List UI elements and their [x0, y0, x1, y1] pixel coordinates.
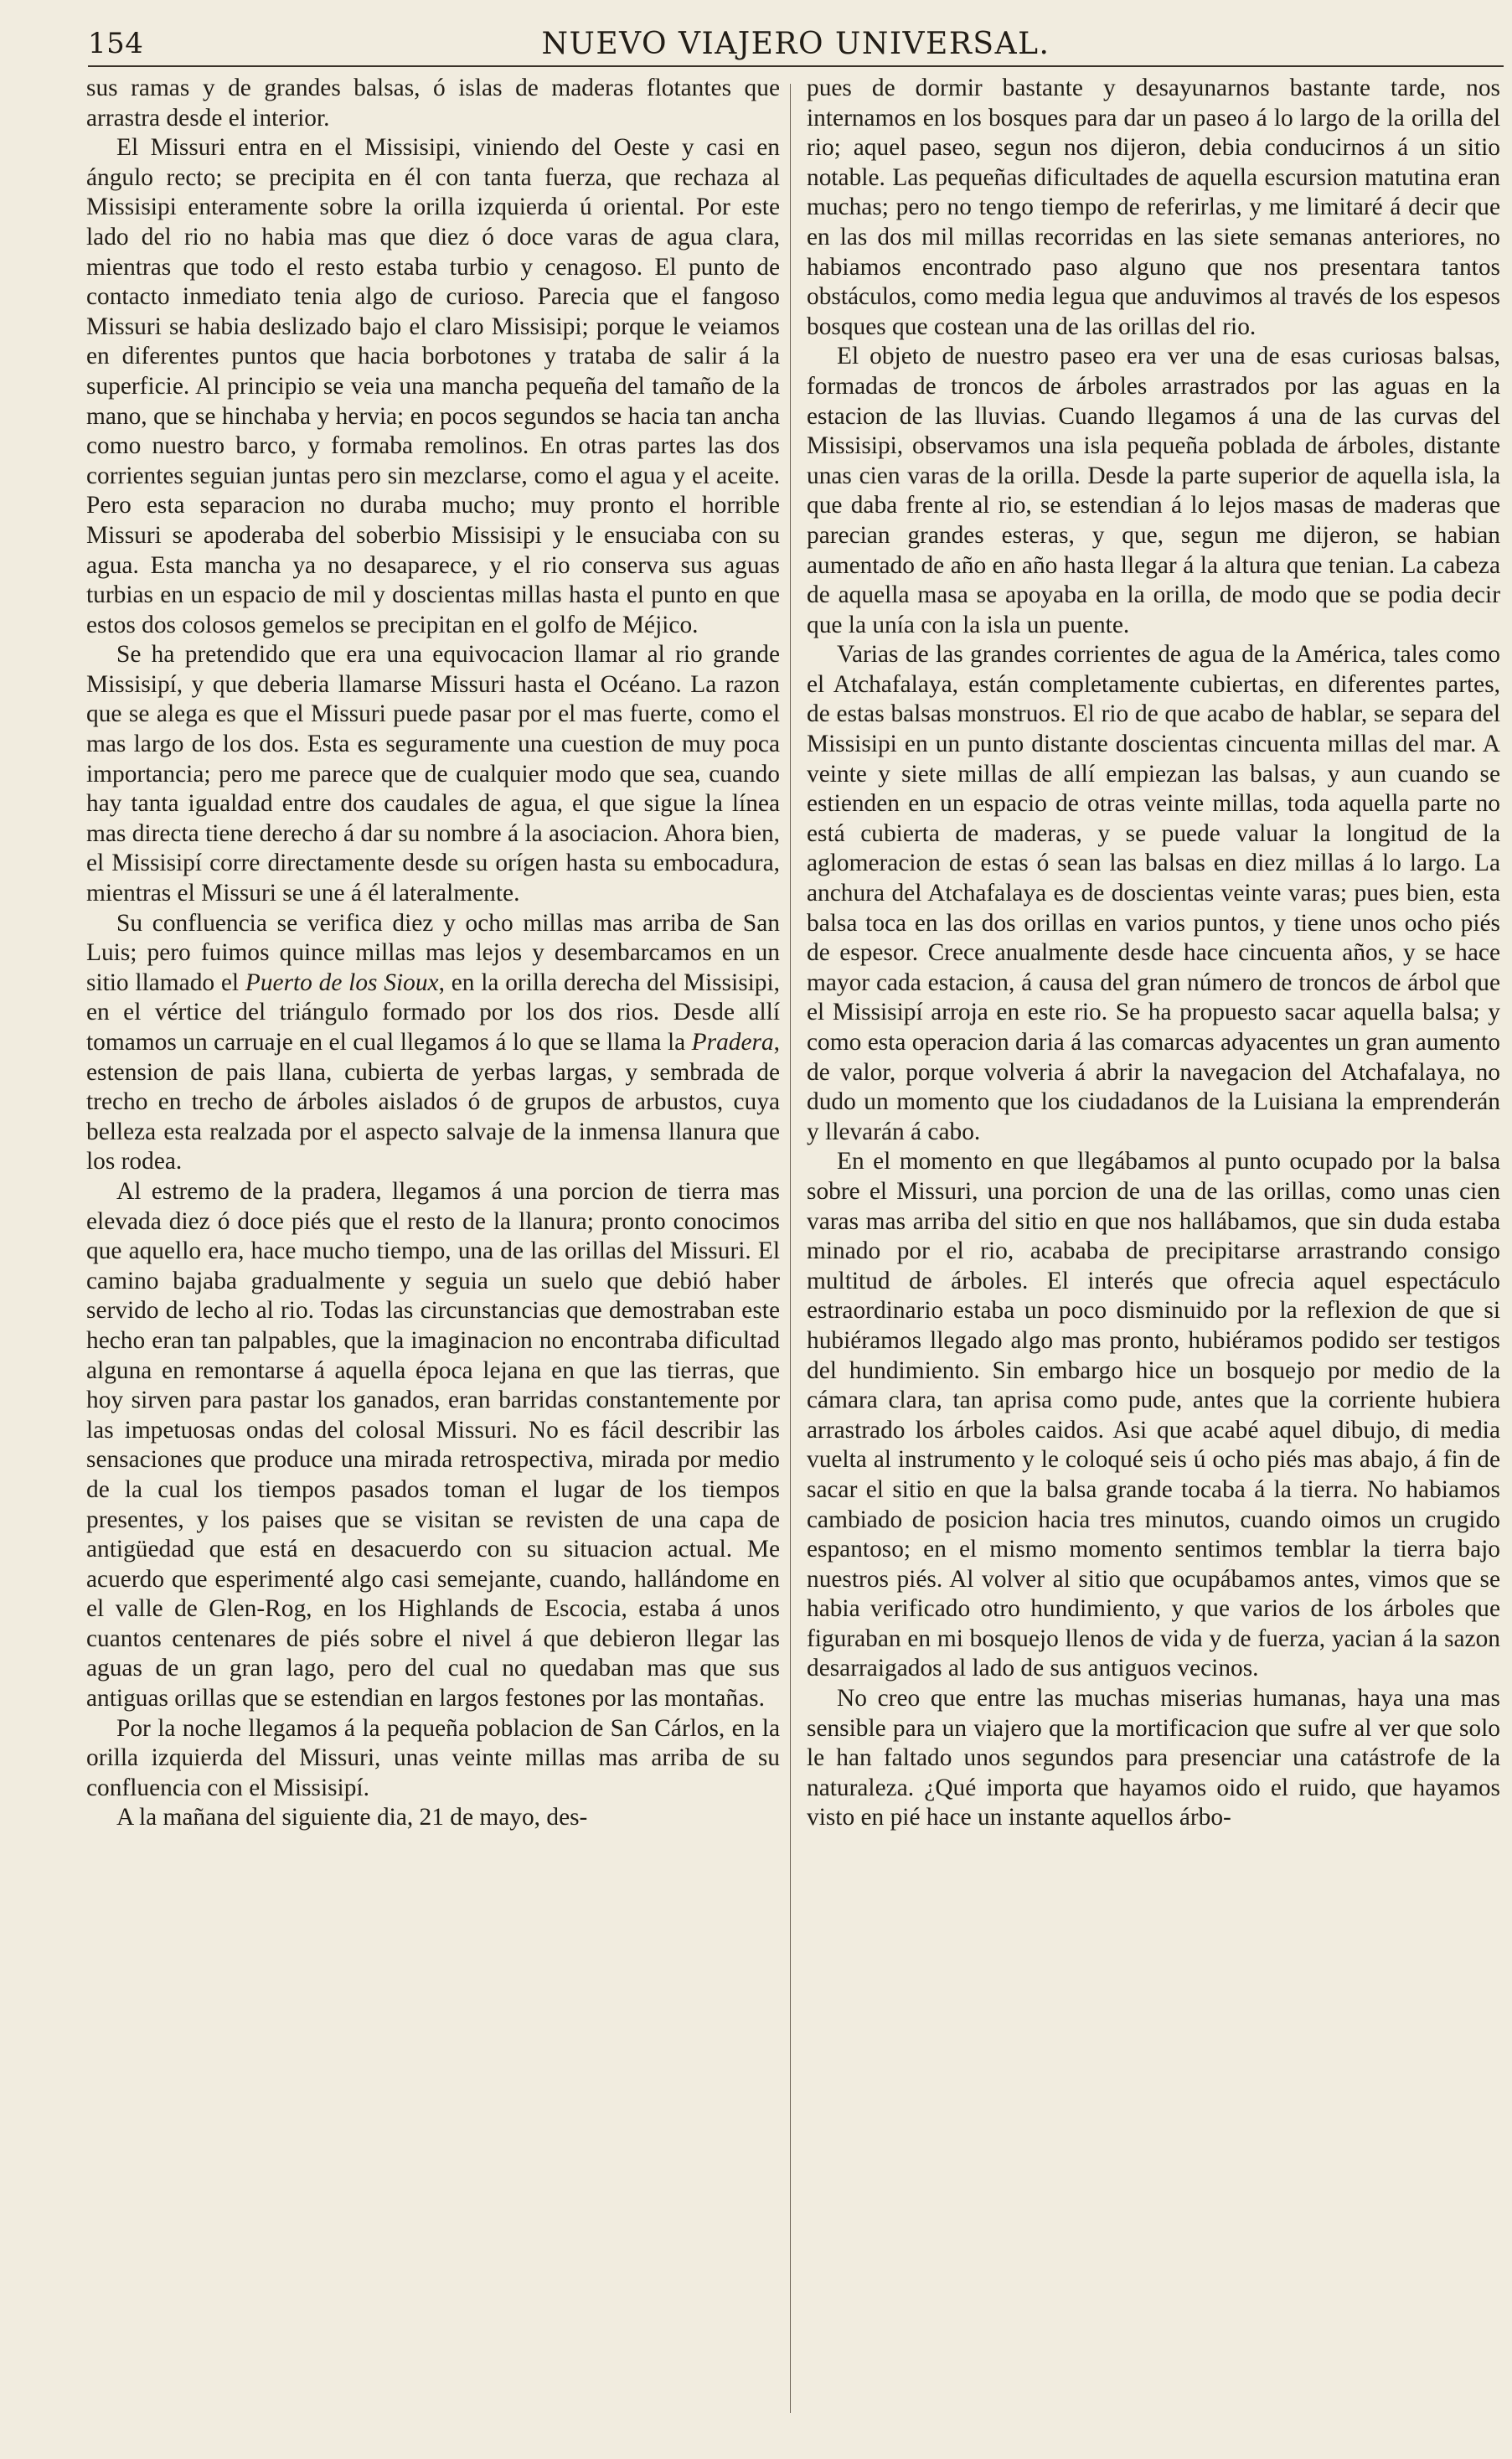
paragraph-text: , estension de pais llana, cubierta de yerbas largas, y sembrada de trecho en trecho de árboles aislados ó de grupos de arbustos, cuya belleza esta realzada por el aspecto salvaje de la inmensa llanura que los rodea.	[86, 1029, 780, 1175]
paragraph: Al estremo de la pradera, llegamos á una porcion de tierra mas elevada diez ó doce piés que el resto de la llanura; pronto conocimos que aquello era, hace mucho tiempo, una de las orillas del Missuri. El camino bajaba gradualmente y seguia un suelo que debió haber servido de lecho al rio. Todas las circunstancias que demostraban este hecho eran tan palpables, que la imaginacion no encontraba dificultad alguna en remontarse á aquella época lejana en que las tierras, que hoy sirven para pastar los ganados, eran barridas constantemente por las impetuosas ondas del colosal Missuri. No es fácil describir las sensaciones que produce una mirada retrospectiva, mirada por medio de la cual los tiempos pasados toman el lugar de los tiempos presentes, y los paises que se visitan se revisten de una capa de antigüedad que está en desacuerdo con su situacion actual. Me acuerdo que esperimenté algo casi semejante, cuando, hallándome en el valle de Glen-Rog, en los Highlands de Escocia, estaba á unos cuantos centenares de piés sobre el nivel á que debieron llegar las aguas de un gran lago, pero del cual no quedaban mas que sus antiguas orillas que se estendian en largos festones por las montañas.	[86, 1177, 780, 1713]
paragraph-text: Su confluencia se verifica diez y ocho millas mas arriba de San Luis; pero fuimos quince millas mas lejos y desembarcamos en un sitio llamado el	[86, 909, 780, 996]
italic-place-name: Puerto de los Sioux	[245, 969, 439, 996]
column-divider	[790, 84, 791, 2413]
paragraph: No creo que entre las muchas miserias humanas, haya una mas sensible para un viajero que la mortificacion que sufre al ver que solo le han faltado unos segundos para presenciar una catástrofe de la naturaleza. ¿Qué importa que hayamos oido el ruido, que hayamos visto en pié hace un instante aquellos árbo-	[807, 1685, 1500, 1831]
right-column	[807, 74, 1500, 2436]
italic-place-name: Pradera	[691, 1029, 774, 1056]
paragraph: El objeto de nuestro paseo era ver una de esas curiosas balsas, formadas de troncos de árboles arrastrados por las aguas en la estacion de las lluvias. Cuando llegamos á una de las curvas del Missisipi, observamos una isla pequeña poblada de árboles, distante unas cien varas de la orilla. Desde la parte superior de aquella isla, la que daba frente al rio, se estendian á lo lejos masas de maderas que parecian grandes esteras, y que, segun me dijeron, se habian aumentado de año en año hasta llegar á la altura que tenian. La cabeza de aquella masa se apoyaba en la orilla, de modo que se podia decir que la unía con la isla un puente.	[807, 343, 1500, 638]
paragraph-text: , en la orilla derecha del Missisipi, en el vértice del triángulo formado por los dos rios. Desde allí tomamos un carruaje en el cual llegamos á lo que se llama la	[86, 969, 780, 1056]
paragraph: A la mañana del siguiente dia, 21 de mayo, des-	[116, 1804, 588, 1831]
header-rule	[88, 65, 1504, 67]
paragraph	[86, 909, 780, 1177]
paragraph: pues de dormir bastante y desayunarnos bastante tarde, nos internamos en los bosques para dar un paseo á lo largo de la orilla del rio; aquel paseo, segun nos dijeron, debia conducirnos á un sitio notable. Las pequeñas dificultades de aquella escursion matutina eran muchas; pero no tengo tiempo de referirlas, y me limitaré á decir que en las dos mil millas recorridas en las siete semanas anteriores, no habiamos encontrado paso alguno que nos presentara tantos obstáculos, como media legua que anduvimos al través de los espesos bosques que costean una de las orillas del rio.	[807, 75, 1500, 340]
paragraph: El Missuri entra en el Missisipi, viniendo del Oeste y casi en ángulo recto; se precipita en él con tanta fuerza, que rechaza al Missisipi enteramente sobre la orilla izquierda ú oriental. Por este lado del rio no habia mas que diez ó doce varas de agua clara, mientras que todo el resto estaba turbio y cenagoso. El punto de contacto inmediato tenia algo de curioso. Parecia que el fangoso Missuri se habia deslizado bajo el claro Missisipi; porque le veiamos en diferentes puntos que hacia borbotones y trataba de salir á la superficie. Al principio se veia una mancha pequeña del tamaño de la mano, que se hinchaba y hervia; en pocos segundos se hacia tan ancha como nuestro barco, y formaba remolinos. En otras partes las dos corrientes seguian juntas pero sin mezclarse, como el agua y el aceite. Pero esta separacion no duraba mucho; muy pronto el horrible Missuri se apoderaba del soberbio Missisipi y le ensuciaba con su agua. Esta mancha ya no desaparece, y el rio conserva sus aguas turbias en un espacio de mil y doscientas millas hasta el punto en que estos dos colosos gemelos se precipitan en el golfo de Méjico.	[86, 134, 780, 638]
paragraph: Varias de las grandes corrientes de agua de la América, tales como el Atchafalaya, están completamente cubiertas, en diferentes partes, de estas balsas monstruos. El rio de que acabo de hablar, se separa del Missisipi en un punto distante doscientas cincuenta millas del mar. A veinte y siete millas de allí empiezan las balsas, y aun cuando se estienden en un espacio de otras veinte millas, toda aquella parte no está cubierta de maderas, y se puede valuar la longitud de la aglomeracion de estas ó sean las balsas en diez millas á lo largo. La anchura del Atchafalaya es de doscientas veinte varas; pues bien, esta balsa toca en las dos orillas en varios puntos, y tiene unos ocho piés de espesor. Crece anualmente desde hace cincuenta años, y se hace mayor cada estacion, á causa del gran número de troncos de árbol que el Missisipí arroja en este rio. Se ha propuesto sacar aquella balsa; y como esta operacion daria á las comarcas adyacentes un gran aumento de valor, porque volveria á abrir la navegacion del Atchafalaya, no dudo un momento que los ciudadanos de la Luisiana la emprenderán y llevarán á cabo.	[807, 641, 1500, 1145]
paragraph: sus ramas y de grandes balsas, ó islas de maderas flotantes que arrastra desde el interior.	[86, 75, 780, 132]
paragraph: En el momento en que llegábamos al punto ocupado por la balsa sobre el Missuri, una porcion de una de las orillas, como unas cien varas mas arriba del sitio en que nos hallábamos, que sin duda estaba minado por el rio, acababa de precipitarse arrastrando consigo multitud de árboles. El interés que ofrecia aquel espectáculo estraordinario estaba un poco disminuido por la reflexion de que si hubiéramos llegado algo mas pronto, hubiéramos podido ser testigos del hundimiento. Sin embargo hice un bosquejo por medio de la cámara clara, tan aprisa como pude, antes que la corriente hubiera arrastrado los árboles caidos. Asi que acabé aquel dibujo, di media vuelta al instrumento y le coloqué seis ú ocho piés mas abajo, á fin de sacar el sitio en que la balsa grande tocaba á la tierra. No habiamos cambiado de posicion hacia tres minutos, cuando oimos un crugido espantoso; en el mismo momento sentimos temblar la tierra bajo nuestros piés. Al volver al sitio que ocupábamos antes, vimos que se habia verificado otro hundimiento, y que varios de los árboles que figuraban en mi bosquejo llenos de vida y de fuerza, yacian á la sazon desarraigados al lado de sus antiguos vecinos.	[807, 1148, 1500, 1682]
left-column	[86, 74, 780, 2436]
page-number: 154	[88, 27, 144, 60]
paragraph: Se ha pretendido que era una equivocacion llamar al rio grande Missisipí, y que deberia llamarse Missuri hasta el Océano. La razon que se alega es que el Missuri puede pasar por el mas fuerte, como el mas largo de los dos. Esta es seguramente una cuestion de muy poca importancia; pero me parece que de cualquier modo que sea, cuando hay tanta igualdad entre dos caudales de agua, el que sigue la línea mas directa tiene derecho á dar su nombre á la asociacion. Ahora bien, el Missisipí corre directamente desde su orígen hasta su embocadura, mientras el Missuri se une á él lateralmente.	[86, 641, 780, 907]
page-header	[88, 23, 1504, 70]
paragraph: Por la noche llegamos á la pequeña poblacion de San Cárlos, en la orilla izquierda del Missuri, unas veinte millas mas arriba de su confluencia con el Missisipí.	[86, 1714, 780, 1801]
running-title: NUEVO VIAJERO UNIVERSAL.	[541, 27, 1050, 61]
